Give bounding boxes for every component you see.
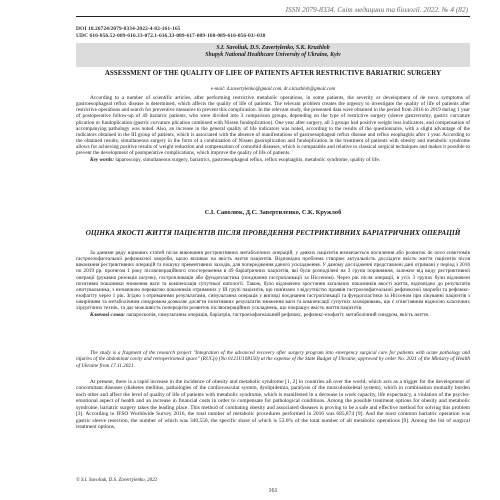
affiliation: Shupyk National Healthcare University of Ukraine, Kyiv xyxy=(205,52,341,59)
abstract-ua-text: За даними ряду наукових статей після виконання рестриктивних метаболічних операцій, у деяких пацієнтів визначається посилення або розвиток de novo симптомів гастроезофагеальної рефлюксної хвороби, щоло впливає на якість життя пацієнтів. Відповідна проблема створює актуальність дослідити якість життя пацієнтів після виконання рестриктивних операцій та пошуку превентивних заходів, для попередження даного ускладнення. У даному дослідженні представлені дані отримані у період з 2016 по 2019 рр. протягом 1 року післяопераційного спостереження в 49 баріатричних пацієнтів, які були розподілені на 3 групи порівняння, залежно від виду рестриктивної операції (рукавна резекція шлунку, гастропликація або фундопластика (поєднання гастропликації за Ніссеном). Через рік після операції, в усіх 3 групах були відзначені позитивні показники зниження ваги та компенсація супутньої патології. Також, було відзначено зростання загальних показників якості життя, відповідно до результатів опитувальника, з незначною перевагою показників отриманих у ІІІ групі пацієнтів, що пов'язано з відсутністю проявів гастроезофагеальної рефлюксної хвороби та рефлюкс-езофагіту через 1 рік. Згідно з отриманими результатами, симультанна операція у вигляді поєднання гастропликації та фундопластики за Ніссеном при лікуванні пацієнтів з ожирінням та метаболічним синдромом дозволяє досягти позитивних результатів зниження ваги та компенсації супутніх захворювань, що є співставним відносно класичних хірургічних технік, та дає можливість попередити розвиток післяопераційних ускладнень, що покращує якість життя пацієнтів. xyxy=(76,250,470,312)
keywords-en-label: Key words: xyxy=(90,156,115,163)
keywords-en xyxy=(76,157,470,163)
abstract-en xyxy=(76,95,470,163)
article-identifiers xyxy=(76,26,265,40)
study-note xyxy=(76,350,470,369)
contact-email: e-mail: d.zavertylenko@gmail.com, dr.s.kruzhlob@gmail.com xyxy=(210,87,336,92)
authors-en: S.I. Savoliuk, D.S. Zavertylenko, S.K. Kruzhlob xyxy=(216,45,330,51)
header-rule xyxy=(76,16,470,17)
body-paragraph: At present, there is a rapid increase in the incidence of obesity and metabolic syndrome [1, 2] in countries all over the world, which acts as a trigger for the development of concomitant diseases (diabetes mellitus, pathologies of the cardiovascular system, dyslipidemia, paralysis of the musculoskeletal system), which in combination mutually burden each other and affect the level of quality of life of patients with metabolic syndrome, which is manifested in a decrease in work capacity, life expectancy, a violation of the psycho-emotional aspect of health and an increase in financial costs in order to compensate for pathological conditions. Among the possible treatment options for obesity and metabolic syndrome, bariatric surgery takes the leading place. This method of combating obesity and associated diseases is proving to be a safe and effective method for solving this problem [3]. According to IFSO Worldwide Survey 2016, the total number of metabolic procedures performed in 2016 was 685,874 [9]. And the most common bariatric operation was gastric sleeve resection, the number of which was 340,550, the specific share of which is 53.6% of the total number of all metabolic operations [9]. Among the list of surgical treatment options, xyxy=(76,379,470,431)
keywords-ua-text: лапароскопія, симультанна операція, баріатрія, гастроезофагеальний рефлюкс, рефлюкс-езофагіт, метаболічний синдром, якість життя. xyxy=(126,311,430,318)
copyright: © S.I. Savoliuk, D.S. Zavertylenko, 2022 xyxy=(76,478,158,483)
udc-line: UDC 616-056.52-089-616.33-072.1-616.33-089-617-089-168-089-616-056-03/-038 xyxy=(76,33,266,40)
issn-header: ISSN 2079-8334. Світ медицини та біології. 2022. № 4 (82) xyxy=(285,5,468,14)
keywords-en-text: laparoscopy, simultaneous surgery, bariatrics, gastroesophageal reflux, reflux esophagitis, metabolic syndrome, quality of life. xyxy=(115,156,381,163)
abstract-ua xyxy=(76,250,470,318)
body-text xyxy=(76,379,470,431)
keywords-ua xyxy=(76,312,470,318)
study-note-text: The study is a fragment of the research project "Integration of the advanced recovery after surgery program into emergency surgical care for patients with acute pathology and injuries of the abdominal cavity and retroperitoneal space" (RUCp) (No 0121U108150) at the expense of the State Budget of Ukraine, approved by order No. 2021 of the Ministry of Health of Ukraine from 17.11.2021. xyxy=(76,350,470,369)
author-block xyxy=(0,45,500,60)
page-number: 161 xyxy=(268,488,278,494)
doi-line: DOI 10.26724/2079-8334-2022-4-82-161-165 xyxy=(76,26,181,32)
keywords-ua-label: Ключові слова: xyxy=(90,311,125,318)
authors-ua: С.І. Саволюк, Д.С. Завертиленко, С.К. Кружлоб xyxy=(204,209,342,216)
abstract-en-text: According to a number of scientific articles, after performing restrictive metabolic operations, in some patients, the severity or development of de novo symptoms of gastroesophageal reflux disease is determined, which affects the quality of life of patients. The relevant problem creates the urgency to investigate the quality of life of patients after restrictive operations and search for preventive measures to prevent this complication. In the relevant study, the presented data were obtained in the period from 2016 to 2019 during 1 year of postoperative follow-up of 49 bariatric patients, who were divided into 3 comparison groups, depending on the type of restrictive surgery (sleeve gastrectomy, gastric curvature plication or fundoplication (gastric curvature plication combined with Nissen fundoplication). One year after surgery, all 3 groups had positive weight loss indicators, and compensation of accompanying pathology was noted. Also, an increase in the general quality of life indicators was noted, according to the results of the questionnaire, with a slight advantage of the indicators obtained in the III group of patients, which is associated with the absence of manifestations of gastroesophageal reflux disease and reflux esophagitis after 1 year. According to the obtained results, simultaneous surgery in the form of a combination of Nissen gastroplication and fundoplication in the treatment of patients with obesity and metabolic syndrome allows for achieving positive results of weight reduction and compensation of comorbid diseases, which is comparable and relative to classical surgical techniques and makes it possible to prevent the development of postoperative complications, which improve the quality of life of patients. xyxy=(76,95,471,157)
article-title-ua: ОЦІНКА ЯКОСТІ ЖИТТЯ ПАЦІЄНТІВ ПІСЛЯ ПРОВЕДЕННЯ РЕСТРИКТИВНИХ БАРІАТРИЧНИХ ОПЕРАЦІЙ xyxy=(85,228,461,237)
article-title-en: ASSESSMENT OF THE QUALITY OF LIFE OF PATIENTS AFTER RESTRICTIVE BARIATRIC SURGERY xyxy=(104,69,442,77)
